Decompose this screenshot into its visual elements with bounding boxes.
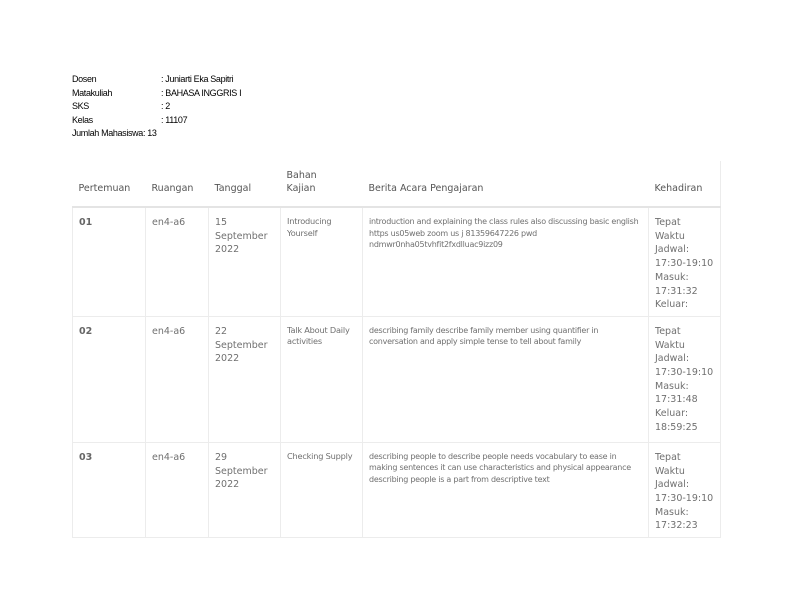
kehadiran-line: Tepat	[655, 325, 681, 337]
table-row	[73, 207, 721, 316]
kehadiran-line: Waktu	[655, 339, 685, 351]
cell-kehadiran	[649, 316, 721, 442]
kehadiran-line: Masuk:	[655, 506, 689, 518]
info-row-kelas	[72, 114, 241, 128]
cell-ruangan: en4-a6	[146, 207, 209, 316]
tanggal-month: September	[215, 230, 268, 242]
tanggal-month: September	[215, 339, 268, 351]
kehadiran-line: 17:30-19:10	[655, 493, 714, 505]
cell-berita-acara: introduction and explaining the class rules also discussing basic english https us05web zoom us j 81359647226 pwd ndmwr0nha05tvhfit2fxdlluac9izz09	[363, 207, 649, 316]
course-info	[72, 73, 241, 141]
kehadiran-line: Tepat	[655, 217, 681, 228]
cell-pertemuan: 01	[73, 207, 146, 316]
kehadiran-line: Keluar:	[655, 299, 689, 311]
cell-pertemuan: 02	[73, 316, 146, 442]
tanggal-month: September	[215, 465, 268, 477]
sks-value: : 2	[161, 101, 170, 112]
matakuliah-value: : BAHASA INGGRIS I	[161, 87, 242, 98]
header-tanggal: Tanggal	[209, 161, 281, 207]
kehadiran-line: 17:31:32	[655, 285, 698, 297]
header-ruangan: Ruangan	[146, 161, 209, 207]
cell-pertemuan: 03	[73, 442, 146, 537]
kehadiran-line: 17:30-19:10	[655, 258, 714, 270]
cell-tanggal	[209, 316, 281, 442]
kehadiran-line: Waktu	[655, 465, 685, 477]
cell-ruangan: en4-a6	[146, 316, 209, 442]
cell-bahan-kajian: Talk About Daily activities	[281, 316, 363, 442]
cell-berita-acara: describing people to describe people needs vocabulary to ease in making sentences it can use characteristics and physical appearance describing people is a part from descriptive text	[363, 442, 649, 537]
tanggal-day: 29	[215, 451, 228, 463]
tanggal-year: 2022	[215, 479, 240, 491]
kehadiran-line: Masuk:	[655, 380, 689, 392]
info-row-matakuliah	[72, 87, 241, 101]
cell-kehadiran	[649, 207, 721, 316]
kehadiran-line: Masuk:	[655, 271, 689, 283]
kehadiran-line: Tepat	[655, 451, 681, 463]
kelas-value: : 11107	[161, 114, 188, 125]
cell-ruangan: en4-a6	[146, 442, 209, 537]
kehadiran-line: 17:32:23	[655, 520, 698, 532]
header-pertemuan: Pertemuan	[73, 161, 146, 207]
table-row	[73, 442, 721, 537]
info-row-dosen	[72, 73, 241, 87]
jumlah-label: Jumlah Mahasiswa	[72, 128, 143, 139]
dosen-value: : Juniarti Eka Sapitri	[161, 74, 234, 84]
tanggal-day: 22	[215, 325, 228, 337]
kehadiran-line: Jadwal:	[655, 244, 690, 256]
header-berita-acara: Berita Acara Pengajaran	[363, 161, 649, 207]
header-bahan-kajian	[281, 161, 363, 207]
table-header-row	[73, 161, 721, 207]
tanggal-year: 2022	[215, 353, 240, 365]
kehadiran-line: 17:30-19:10	[655, 367, 714, 379]
kehadiran-line: Jadwal:	[655, 479, 690, 491]
attendance-table	[72, 161, 721, 538]
cell-kehadiran	[649, 442, 721, 537]
header-kehadiran: Kehadiran	[649, 161, 721, 207]
tanggal-year: 2022	[215, 244, 240, 256]
dosen-label: Dosen	[72, 74, 97, 84]
kehadiran-line: 17:31:48	[655, 394, 698, 406]
kehadiran-line: 18:59:25	[655, 421, 698, 433]
matakuliah-label: Matakuliah	[72, 87, 113, 98]
jumlah-value: : 13	[142, 128, 157, 139]
header-bahan-line1: Bahan	[286, 170, 317, 181]
info-row-sks	[72, 100, 241, 114]
cell-tanggal	[209, 442, 281, 537]
kehadiran-line: Waktu	[655, 230, 685, 242]
header-bahan-line2: Kajian	[286, 183, 316, 194]
cell-tanggal	[209, 207, 281, 316]
cell-bahan-kajian: Checking Supply	[281, 442, 363, 537]
cell-berita-acara: describing family describe family member using quantifier in conversation and apply simple tense to tell about family	[363, 316, 649, 442]
info-row-jumlah	[72, 127, 241, 141]
table-row	[73, 316, 721, 442]
kelas-label: Kelas	[72, 114, 93, 125]
kehadiran-line: Keluar:	[655, 408, 689, 420]
sks-label: SKS	[72, 101, 89, 112]
cell-bahan-kajian: Introducing Yourself	[281, 207, 363, 316]
kehadiran-line: Jadwal:	[655, 353, 690, 365]
tanggal-day: 15	[215, 217, 228, 228]
